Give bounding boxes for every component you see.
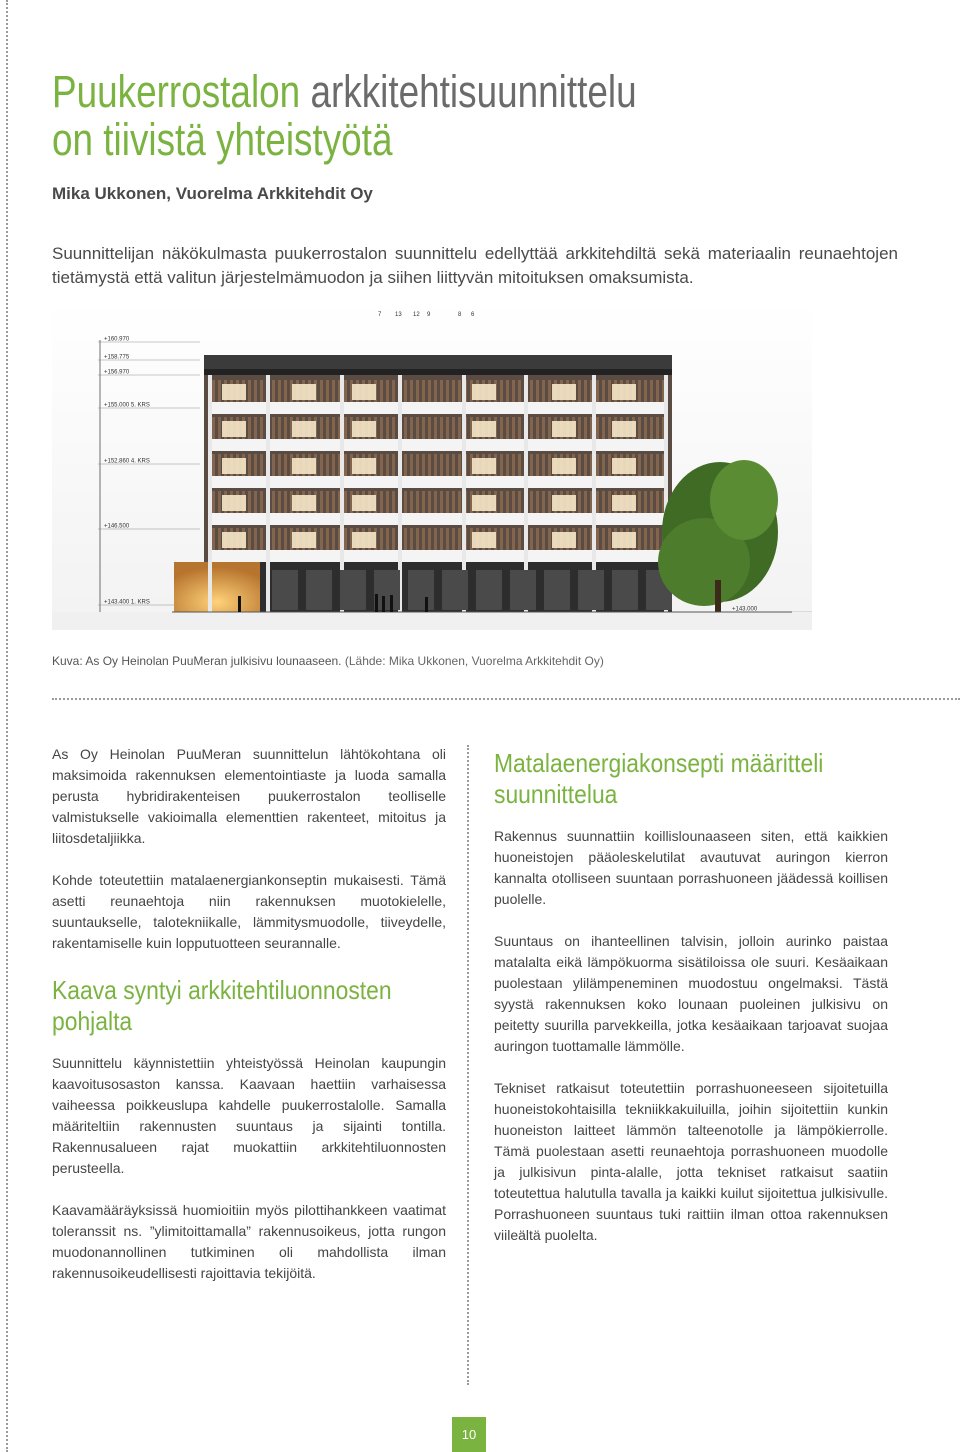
building-elevation-figure	[52, 300, 812, 630]
wood-slat	[434, 417, 437, 439]
wood-slat	[380, 454, 383, 476]
wood-slat	[392, 491, 395, 513]
top-axis-label: 7	[378, 312, 382, 318]
wood-slat	[536, 528, 539, 550]
wood-slat	[446, 417, 449, 439]
wood-slat	[446, 454, 449, 476]
window	[472, 495, 496, 511]
wood-slat	[512, 491, 515, 513]
wood-slat	[422, 528, 425, 550]
ground-glazing	[510, 570, 536, 610]
wood-slat	[506, 454, 509, 476]
balcony-band	[208, 550, 668, 562]
wood-slat	[248, 454, 251, 476]
window	[612, 384, 636, 400]
wood-slat	[386, 491, 389, 513]
right-paragraph-2: Suuntaus on ihanteellinen talvisin, jolloin aurinko paistaa matalalta eikä lämpökuorma sisätiloissa ole suuri. Kesäaikaan puolestaan ylilämpeneminen muodostuu ongelmaksi. Tästä syystä rakennuksen koko lounaan puoleinen julkisivu on peitetty suurilla parvekkeilla, jotka kesäaikaan tarjoavat suojaa auringon tuottamalle lämmölle.	[494, 933, 888, 1054]
left-paragraph-3: Suunnittelu käynnistettiin yhteistyössä Heinolan kaupungin kaavoitusosaston kanssa. Kaavaan haettiin varhaisessa vaiheessa poikkeuslupa kahdelle puukerrostalolle. Samalla määriteltiin rakennusten suuntaus ja sijainti tontilla. Rakennusalueen rajat muokattiin arkkitehtiluonnosten perusteella.	[52, 1055, 446, 1176]
wood-slat	[410, 491, 413, 513]
wood-slat	[320, 491, 323, 513]
author-byline: Mika Ukkonen, Vuorelma Arkkitehdit Oy	[52, 184, 373, 203]
wood-slat	[578, 491, 581, 513]
left-column	[52, 744, 446, 1305]
wood-slat	[428, 491, 431, 513]
balcony-band	[208, 402, 668, 414]
wood-slat	[422, 380, 425, 402]
wood-slat	[596, 380, 599, 402]
wood-slat	[422, 491, 425, 513]
wood-slat	[410, 454, 413, 476]
wood-slat	[404, 417, 407, 439]
wood-slat	[578, 528, 581, 550]
wood-slat	[434, 528, 437, 550]
window	[472, 532, 496, 548]
top-axis-label: 6	[471, 312, 475, 318]
wood-slat	[608, 491, 611, 513]
wood-slat	[638, 417, 641, 439]
wood-slat	[404, 491, 407, 513]
wood-slat	[440, 380, 443, 402]
wood-slat	[332, 528, 335, 550]
wood-slat	[392, 528, 395, 550]
wood-slat	[248, 528, 251, 550]
wood-slat	[428, 417, 431, 439]
window	[552, 532, 576, 548]
wood-slat	[416, 417, 419, 439]
wood-slat	[344, 417, 347, 439]
wood-slat	[440, 491, 443, 513]
wood-slat	[380, 528, 383, 550]
wood-slat	[644, 454, 647, 476]
wood-slat	[512, 380, 515, 402]
figure-caption	[52, 654, 604, 668]
wood-slat	[518, 454, 521, 476]
balcony-band	[208, 513, 668, 525]
wood-slat	[638, 528, 641, 550]
wood-slat	[452, 454, 455, 476]
wood-slat	[284, 454, 287, 476]
wood-slat	[650, 491, 653, 513]
wood-slat	[548, 417, 551, 439]
window	[222, 421, 246, 437]
wood-slat	[440, 528, 443, 550]
caption-source: (Lähde: Mika Ukkonen, Vuorelma Arkkitehdit Oy)	[344, 654, 604, 668]
window	[292, 495, 316, 511]
wood-slat	[650, 528, 653, 550]
wood-slat	[542, 528, 545, 550]
wood-slat	[542, 380, 545, 402]
wood-slat	[656, 417, 659, 439]
balcony-band	[208, 439, 668, 451]
wood-slat	[344, 380, 347, 402]
wood-slat	[452, 417, 455, 439]
wood-slat	[260, 380, 263, 402]
window	[292, 458, 316, 474]
wood-slat	[248, 491, 251, 513]
wood-slat	[458, 491, 461, 513]
wood-slat	[602, 491, 605, 513]
left-dotted-border	[6, 0, 8, 1452]
wood-slat	[344, 528, 347, 550]
wood-slat	[320, 417, 323, 439]
wood-slat	[428, 528, 431, 550]
wood-slat	[518, 491, 521, 513]
wood-slat	[644, 380, 647, 402]
wood-slat	[326, 417, 329, 439]
wood-slat	[506, 528, 509, 550]
wood-slat	[512, 454, 515, 476]
wood-slat	[248, 380, 251, 402]
wood-slat	[638, 491, 641, 513]
wood-slat	[458, 454, 461, 476]
wood-slat	[530, 528, 533, 550]
top-axis-label: 9	[427, 312, 431, 318]
wood-slat	[542, 417, 545, 439]
ground-glazing	[442, 570, 468, 610]
balcony-band	[208, 476, 668, 488]
wood-slat	[320, 380, 323, 402]
window	[612, 495, 636, 511]
window	[552, 384, 576, 400]
page-number: 10	[452, 1417, 486, 1452]
level-label: +158.775	[104, 354, 130, 361]
wood-slat	[434, 491, 437, 513]
wood-slat	[518, 417, 521, 439]
wood-slat	[548, 528, 551, 550]
wood-slat	[218, 417, 221, 439]
wood-slat	[260, 491, 263, 513]
wood-slat	[638, 454, 641, 476]
wood-slat	[584, 454, 587, 476]
window	[552, 421, 576, 437]
wood-slat	[254, 491, 257, 513]
left-paragraph-1: As Oy Heinolan PuuMeran suunnittelun lähtökohtana oli maksimoida rakennuksen elementointiaste ja luoda samalla perusta hybridirakenteisen puukerrostalon teolliselle valmistukselle vakioimalla elementtien rakenteet, mitoitus ja liitosdetaljiikka.	[52, 746, 446, 846]
right-paragraph-3: Tekniset ratkaisut toteutettiin porrashuoneeseen sijoitetuilla huoneistokohtaisilla tekniikkakuiluilla, joihin sijoitettiin kunkin huoneiston laitteet lämmön talteenotolle ja lämpökierrolle. Tämä puolestaan asetti reunaehtoja porrashuoneen muodolle ja julkisivun pinta-alalle, jotta tekniset ratkaisut saatiin toteutettua halutulla tavalla ja kaikki kuilut sijoitettua julkisivulle. Porrashuoneen suuntaus tuki raittiin ilman ottoa rakennuksen viileältä puolelta.	[494, 1080, 888, 1243]
wood-slat	[536, 380, 539, 402]
wood-slat	[530, 454, 533, 476]
window	[352, 421, 376, 437]
wood-slat	[500, 528, 503, 550]
wood-slat	[272, 528, 275, 550]
wood-slat	[500, 491, 503, 513]
ground-glazing	[408, 570, 434, 610]
wood-slat	[446, 491, 449, 513]
wood-slat	[326, 380, 329, 402]
wood-slat	[212, 380, 215, 402]
wood-slat	[596, 491, 599, 513]
wood-slat	[218, 454, 221, 476]
wood-slat	[458, 417, 461, 439]
wood-slat	[410, 380, 413, 402]
window	[352, 495, 376, 511]
ground-glazing	[340, 570, 366, 610]
wood-slat	[452, 491, 455, 513]
level-label: +143.400 1. KRS	[104, 599, 150, 606]
level-label: +155.000 5. KRS	[104, 402, 150, 409]
ground-glazing	[578, 570, 604, 610]
wood-slat	[332, 417, 335, 439]
wood-slat	[608, 454, 611, 476]
wood-slat	[380, 491, 383, 513]
wood-slat	[608, 528, 611, 550]
wood-slat	[506, 417, 509, 439]
wood-slat	[452, 380, 455, 402]
wood-slat	[218, 491, 221, 513]
left-paragraph-4: Kaavamääräyksissä huomioitiin myös pilottihankkeen vaatimat toleranssit ns. ”ylimitoittamalla” rakennusoikeus, jotta rungon muodonannollinen tutkiminen oli mahdollista ilman rakennusoikeudellisesti rajoittavia tekijöitä.	[52, 1202, 446, 1281]
wood-slat	[212, 528, 215, 550]
wood-slat	[392, 417, 395, 439]
window	[292, 421, 316, 437]
wood-slat	[260, 417, 263, 439]
window	[352, 458, 376, 474]
facade-column	[208, 375, 212, 612]
wood-slat	[440, 454, 443, 476]
wood-slat	[530, 417, 533, 439]
caption-main: Kuva: As Oy Heinolan PuuMeran julkisivu lounaaseen.	[52, 654, 342, 668]
wood-slat	[578, 380, 581, 402]
wood-slat	[332, 491, 335, 513]
wood-slat	[434, 380, 437, 402]
window	[612, 458, 636, 474]
wood-slat	[530, 491, 533, 513]
title-line-2: on tiivistä yhteistyötä	[52, 114, 393, 165]
wood-slat	[644, 491, 647, 513]
wood-slat	[602, 380, 605, 402]
wood-slat	[446, 528, 449, 550]
wood-slat	[656, 528, 659, 550]
top-axis-label: 13	[395, 312, 402, 318]
wood-slat	[548, 454, 551, 476]
wood-slat	[272, 491, 275, 513]
wood-slat	[416, 528, 419, 550]
wood-slat	[332, 380, 335, 402]
wood-slat	[446, 380, 449, 402]
wood-slat	[260, 454, 263, 476]
wood-slat	[548, 491, 551, 513]
window	[222, 532, 246, 548]
horizontal-dotted-divider	[52, 698, 960, 700]
wood-slat	[500, 454, 503, 476]
wood-slat	[284, 417, 287, 439]
wood-slat	[416, 454, 419, 476]
wood-slat	[218, 380, 221, 402]
wood-slat	[260, 528, 263, 550]
wood-slat	[272, 417, 275, 439]
wood-slat	[500, 417, 503, 439]
wood-slat	[452, 528, 455, 550]
wood-slat	[332, 454, 335, 476]
wood-slat	[428, 454, 431, 476]
wood-slat	[584, 417, 587, 439]
wood-slat	[518, 528, 521, 550]
building-elevation-drawing	[52, 300, 812, 630]
wood-slat	[650, 417, 653, 439]
wood-slat	[326, 454, 329, 476]
level-label: +160.970	[104, 336, 130, 343]
wood-slat	[326, 528, 329, 550]
wood-slat	[212, 491, 215, 513]
ground-glazing	[544, 570, 570, 610]
wood-slat	[278, 417, 281, 439]
wood-slat	[530, 380, 533, 402]
wood-slat	[506, 491, 509, 513]
wood-slat	[278, 454, 281, 476]
wood-slat	[458, 528, 461, 550]
wood-slat	[422, 454, 425, 476]
wood-slat	[416, 380, 419, 402]
wood-slat	[638, 380, 641, 402]
wood-slat	[512, 528, 515, 550]
wood-slat	[404, 380, 407, 402]
wood-slat	[386, 417, 389, 439]
wood-slat	[428, 380, 431, 402]
wood-slat	[602, 417, 605, 439]
window	[352, 384, 376, 400]
wood-slat	[536, 417, 539, 439]
wood-slat	[212, 417, 215, 439]
wood-slat	[596, 454, 599, 476]
wood-slat	[254, 528, 257, 550]
level-label: +156.970	[104, 369, 130, 376]
wood-slat	[386, 454, 389, 476]
wood-slat	[584, 380, 587, 402]
wood-slat	[578, 417, 581, 439]
left-paragraph-2: Kohde toteutettiin matalaenergiankonseptin mukaisesti. Tämä asetti reunaehtoja niin rakennuksen muotokielelle, suuntaukselle, talotekniikalle, lämmitysmuodolle, tiiveydelle, rakentamiselle kuin lopputuotteen seurannalle.	[52, 872, 446, 951]
wood-slat	[650, 380, 653, 402]
wood-slat	[284, 380, 287, 402]
wood-slat	[380, 417, 383, 439]
wood-slat	[272, 454, 275, 476]
wood-slat	[254, 454, 257, 476]
wood-slat	[512, 417, 515, 439]
window	[612, 532, 636, 548]
wood-slat	[656, 380, 659, 402]
level-label: +146.500	[104, 523, 130, 530]
window	[222, 495, 246, 511]
wood-slat	[536, 454, 539, 476]
wood-slat	[278, 491, 281, 513]
wood-slat	[596, 528, 599, 550]
wood-slat	[656, 491, 659, 513]
column-dotted-divider	[467, 745, 469, 1385]
top-axis-label: 12	[413, 312, 420, 318]
wood-slat	[608, 417, 611, 439]
wood-slat	[596, 417, 599, 439]
wood-slat	[410, 417, 413, 439]
window	[612, 421, 636, 437]
wood-slat	[320, 528, 323, 550]
wood-slat	[392, 454, 395, 476]
window	[472, 458, 496, 474]
page-title	[52, 68, 757, 164]
window	[292, 384, 316, 400]
wood-slat	[440, 417, 443, 439]
wood-slat	[272, 380, 275, 402]
wood-slat	[644, 528, 647, 550]
wood-slat	[542, 491, 545, 513]
level-label: +152.860 4. KRS	[104, 458, 150, 465]
wood-slat	[500, 380, 503, 402]
wood-slat	[380, 380, 383, 402]
window	[552, 458, 576, 474]
title-part-1: Puukerrostalon	[52, 66, 301, 117]
wood-slat	[536, 491, 539, 513]
window	[472, 384, 496, 400]
window	[472, 421, 496, 437]
wood-slat	[650, 454, 653, 476]
wood-slat	[386, 528, 389, 550]
ground-glazing	[272, 570, 298, 610]
facade-column	[266, 375, 270, 612]
window	[222, 458, 246, 474]
wood-slat	[422, 417, 425, 439]
wood-slat	[386, 380, 389, 402]
right-paragraph-1: Rakennus suunnattiin koillislounaaseen siten, että kaikkien huoneistojen pääoleskelutilat avautuvat auringon kierron kannalta otolliseen suuntaan porrashuoneen jäädessä koillisen puolelle.	[494, 828, 888, 907]
right-column	[494, 748, 888, 1267]
window	[222, 384, 246, 400]
wood-slat	[458, 380, 461, 402]
wood-slat	[344, 491, 347, 513]
wood-slat	[518, 380, 521, 402]
wood-slat	[404, 454, 407, 476]
wood-slat	[644, 417, 647, 439]
wood-slat	[326, 491, 329, 513]
wood-slat	[248, 417, 251, 439]
level-label: +143.000	[732, 606, 758, 613]
wood-slat	[584, 528, 587, 550]
window	[292, 532, 316, 548]
wood-slat	[404, 528, 407, 550]
ground-glazing	[306, 570, 332, 610]
ground-glazing	[476, 570, 502, 610]
wood-slat	[578, 454, 581, 476]
wood-slat	[392, 380, 395, 402]
lead-paragraph: Suunnittelijan näkökulmasta puukerrostalon suunnittelu edellyttää arkkitehdiltä sekä materiaalin reunaehtojen tietämystä että valitun järjestelmämuodon ja siihen liittyvän mitoituksen omaksumista.	[52, 244, 898, 287]
wood-slat	[278, 528, 281, 550]
wood-slat	[602, 528, 605, 550]
left-section-heading: Kaava syntyi arkkitehtiluonnosten pohjalta	[52, 975, 392, 1036]
wood-slat	[656, 454, 659, 476]
wood-slat	[320, 454, 323, 476]
wood-slat	[506, 380, 509, 402]
wood-slat	[410, 528, 413, 550]
wood-slat	[434, 454, 437, 476]
wood-slat	[584, 491, 587, 513]
wood-slat	[218, 528, 221, 550]
wood-slat	[416, 491, 419, 513]
wood-slat	[212, 454, 215, 476]
title-part-2: arkkitehtisuunnittelu	[310, 66, 637, 117]
top-axis-label: 8	[458, 312, 462, 318]
wood-slat	[254, 417, 257, 439]
wood-slat	[254, 380, 257, 402]
right-section-heading: Matalaenergiakonsepti määritteli suunnittelua	[494, 748, 824, 809]
wood-slat	[608, 380, 611, 402]
window	[352, 532, 376, 548]
wood-slat	[278, 380, 281, 402]
window	[552, 495, 576, 511]
wood-slat	[344, 454, 347, 476]
wood-slat	[284, 491, 287, 513]
wood-slat	[602, 454, 605, 476]
wood-slat	[548, 380, 551, 402]
wood-slat	[542, 454, 545, 476]
wood-slat	[284, 528, 287, 550]
ground-glazing	[612, 570, 638, 610]
